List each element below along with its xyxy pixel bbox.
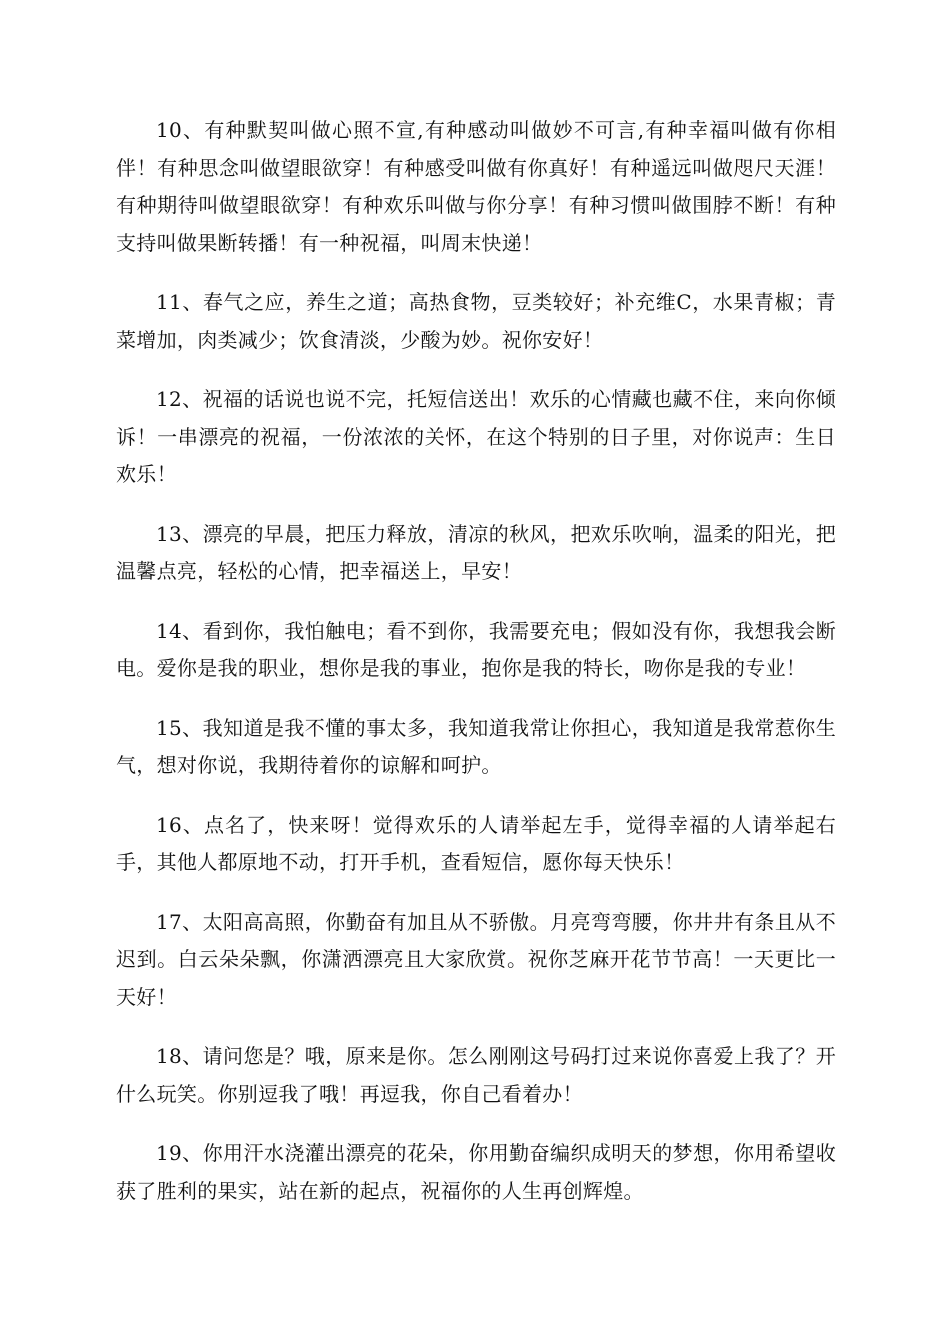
paragraph-17: 17、太阳高高照，你勤奋有加且从不骄傲。月亮弯弯腰，你井井有条且从不迟到。白云朵朵飘，你潇洒漂亮且大家欣赏。祝你芝麻开花节节高！一天更比一天好！	[116, 909, 836, 1009]
document-body	[116, 112, 836, 1232]
paragraph-13: 13、漂亮的早晨，把压力释放，清凉的秋风，把欢乐吹响，温柔的阳光，把温馨点亮，轻松的心情，把幸福送上，早安！	[116, 521, 836, 583]
paragraph-16: 16、点名了，快来呀！觉得欢乐的人请举起左手，觉得幸福的人请举起右手，其他人都原地不动，打开手机，查看短信，愿你每天快乐！	[116, 812, 836, 874]
paragraph-18: 18、请问您是？哦，原来是你。怎么刚刚这号码打过来说你喜爱上我了？开什么玩笑。你别逗我了哦！再逗我，你自己看着办！	[116, 1044, 836, 1106]
paragraph-19: 19、你用汗水浇灌出漂亮的花朵，你用勤奋编织成明天的梦想，你用希望收获了胜利的果实，站在新的起点，祝福你的人生再创辉煌。	[116, 1141, 836, 1203]
paragraph-11: 11、春气之应，养生之道；高热食物，豆类较好；补充维C，水果青椒；青菜增加，肉类减少；饮食清淡，少酸为妙。祝你安好！	[116, 290, 836, 352]
paragraph-10: 10、有种默契叫做心照不宣,有种感动叫做妙不可言,有种幸福叫做有你相伴！有种思念叫做望眼欲穿！有种感受叫做有你真好！有种遥远叫做咫尺天涯！有种期待叫做望眼欲穿！有种欢乐叫做与你分享！有种习惯叫做围脖不断！有种支持叫做果断转播！有一种祝福，叫周末快递！	[116, 118, 836, 255]
paragraph-12: 12、祝福的话说也说不完，托短信送出！欢乐的心情藏也藏不住，来向你倾诉！一串漂亮的祝福，一份浓浓的关怀，在这个特别的日子里，对你说声：生日欢乐！	[116, 387, 836, 486]
paragraph-15: 15、我知道是我不懂的事太多，我知道我常让你担心，我知道是我常惹你生气，想对你说，我期待着你的谅解和呵护。	[116, 715, 836, 777]
paragraph-14: 14、看到你，我怕触电；看不到你，我需要充电；假如没有你，我想我会断电。爱你是我的职业，想你是我的事业，抱你是我的特长，吻你是我的专业！	[116, 618, 836, 680]
